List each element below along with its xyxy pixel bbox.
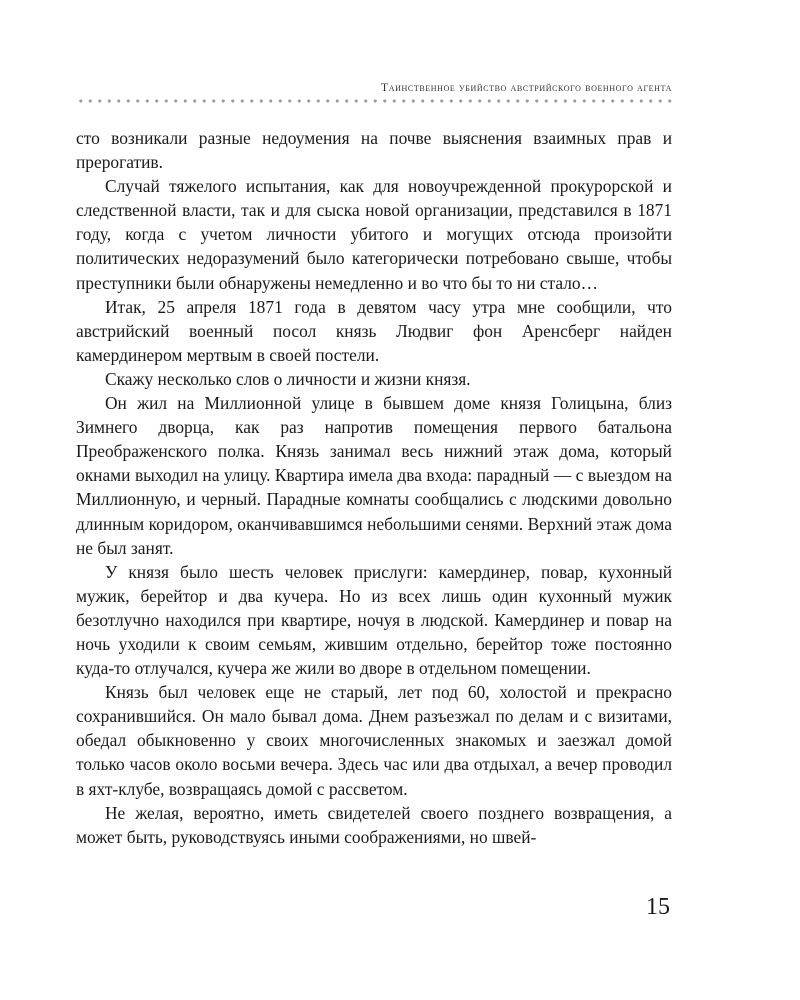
paragraph: Случай тяжелого испытания, как для новоучрежденной прокурорской и следственной власти, так и для сыска новой организации, представился в 1871 году, когда с учетом личности убитого и могущих отсюда произойти политических недоразумений было категорически потребовано свыше, чтобы преступники были обнаружены немедленно и во что бы то ни стало… bbox=[76, 176, 672, 293]
paragraph: Итак, 25 апреля 1871 года в девятом часу утра мне сообщили, что австрийский военный посол князь Людвиг фон Аренсберг найден камердинером мертвым в своей постели. bbox=[76, 296, 672, 365]
page-number: 15 bbox=[646, 894, 670, 920]
paragraph: Князь был человек еще не старый, лет под 60, холостой и прекрасно сохранившийся. Он мало бывал дома. Днем разъезжал по делам и с визитами, обедал обыкновенно у своих многочисленных знакомых и заезжал домой только часов около восьми вечера. Здесь час или два отдыхал, а вечер проводил в яхт-клубе, возвращаясь домой с рассветом. bbox=[76, 682, 672, 799]
paragraph: Он жил на Миллионной улице в бывшем доме князя Голицына, близ Зимнего дворца, как раз напротив помещения первого батальона Преображенского полка. Князь занимал весь нижний этаж дома, который окнами выходил на улицу. Квартира имела два входа: парадный — с выездом на Миллионную, и черный. Парадные комнаты сообщались с людскими довольно длинным коридором, оканчивавшимся небольшими сенями. Верхний этаж дома не был занят. bbox=[76, 393, 672, 558]
paragraph: Скажу несколько слов о личности и жизни князя. bbox=[105, 368, 471, 389]
running-head: Таинственное убийство австрийского военного агента bbox=[380, 80, 672, 94]
body-text bbox=[76, 126, 672, 849]
paragraph: Не желая, вероятно, иметь свидетелей своего позднего возвращения, а может быть, руководствуясь иными соображениями, но швей- bbox=[76, 802, 672, 847]
dotted-divider bbox=[76, 98, 674, 104]
paragraph: сто возникали разные недоумения на почве выяснения взаимных прав и прерогатив. bbox=[76, 128, 672, 173]
paragraph: У князя было шесть человек прислуги: камердинер, повар, кухонный мужик, берейтор и два кучера. Но из всех лишь один кухонный мужик безотлучно находился при квартире, ночуя в людской. Камердинер и повар на ночь уходили к своим семьям, жившим отдельно, берейтор тоже постоянно куда-то отлучался, кучера же жили во дворе в отдельном помещении. bbox=[76, 561, 672, 679]
